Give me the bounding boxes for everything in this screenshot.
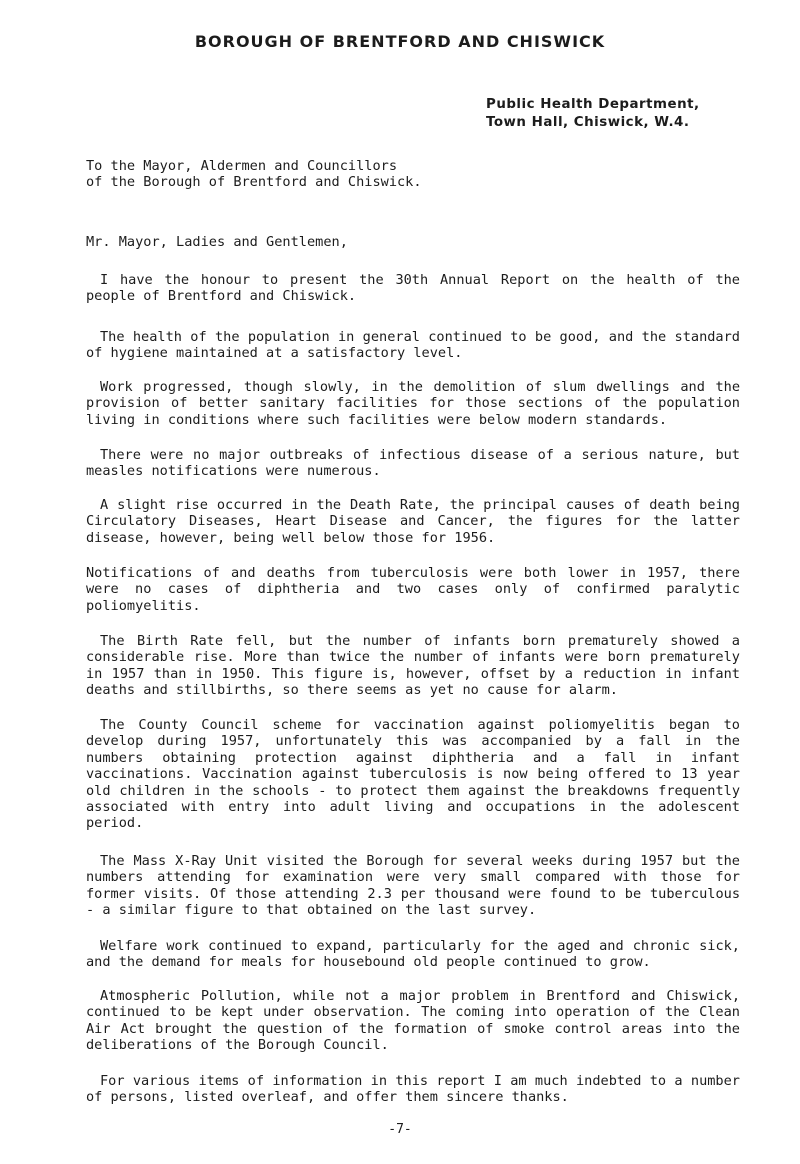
paragraph-4: There were no major outbreaks of infectious disease of a serious nature, but measles notifications were numerous. <box>86 447 740 480</box>
paragraph-12: For various items of information in this report I am much indebted to a number of persons, listed overleaf, and offer them sincere thanks. <box>86 1073 740 1106</box>
report-title: BOROUGH OF BRENTFORD AND CHISWICK <box>194 32 606 51</box>
address-line-1: Public Health Department, <box>486 97 700 112</box>
paragraph-6: Notifications of and deaths from tuberculosis were both lower in 1957, there were no cases of diphtheria and two cases only of confirmed paralytic poliomyelitis. <box>86 565 740 614</box>
paragraph-8: The County Council scheme for vaccination against poliomyelitis began to develop during 1957, unfortunately this was accompanied by a fall in the numbers obtaining protection against diphtheria and a fall in infant vaccinations. Vaccination against tuberculosis is now being offered to 13 year old children in the schools - to protect them against the breakdowns frequently associated with entry into adult living and occupations in the adolescent period. <box>86 717 740 832</box>
addressee-block <box>86 158 746 191</box>
paragraph-1: I have the honour to present the 30th Annual Report on the health of the people of Brentford and Chiswick. <box>86 272 740 305</box>
paragraph-7: The Birth Rate fell, but the number of infants born prematurely showed a considerable rise. More than twice the number of infants were born prematurely in 1957 than in 1950. This figure is, however, offset by a reduction in infant deaths and stillbirths, so there seems as yet no cause for alarm. <box>86 633 740 699</box>
page-number: -7- <box>388 1122 412 1137</box>
paragraph-9: The Mass X-Ray Unit visited the Borough for several weeks during 1957 but the numbers attending for examination were very small compared with those for former visits. Of those attending 2.3 per thousand were found to be tuberculous - a similar figure to that obtained on the last survey. <box>86 853 740 919</box>
paragraph-11: Atmospheric Pollution, while not a major problem in Brentford and Chiswick, continued to be kept under observation. The coming into operation of the Clean Air Act brought the question of the formation of smoke control areas into the deliberations of the Borough Council. <box>86 988 740 1054</box>
addressee-line-2: of the Borough of Brentford and Chiswick. <box>86 174 422 191</box>
salutation: Mr. Mayor, Ladies and Gentlemen, <box>86 234 348 250</box>
addressee-line-1: To the Mayor, Aldermen and Councillors <box>86 158 397 174</box>
paragraph-5: A slight rise occurred in the Death Rate, the principal causes of death being Circulatory Diseases, Heart Disease and Cancer, the figures for the latter disease, however, being well below those for 1956. <box>86 497 740 546</box>
paragraph-10: Welfare work continued to expand, particularly for the aged and chronic sick, and the demand for meals for housebound old people continued to grow. <box>86 938 740 971</box>
paragraph-2: The health of the population in general continued to be good, and the standard of hygiene maintained at a satisfactory level. <box>86 329 740 362</box>
paragraph-3: Work progressed, though slowly, in the demolition of slum dwellings and the provision of better sanitary facilities for those sections of the population living in conditions where such facilities were below modern standards. <box>86 379 740 428</box>
department-address <box>486 96 700 132</box>
address-line-2: Town Hall, Chiswick, W.4. <box>486 115 690 130</box>
